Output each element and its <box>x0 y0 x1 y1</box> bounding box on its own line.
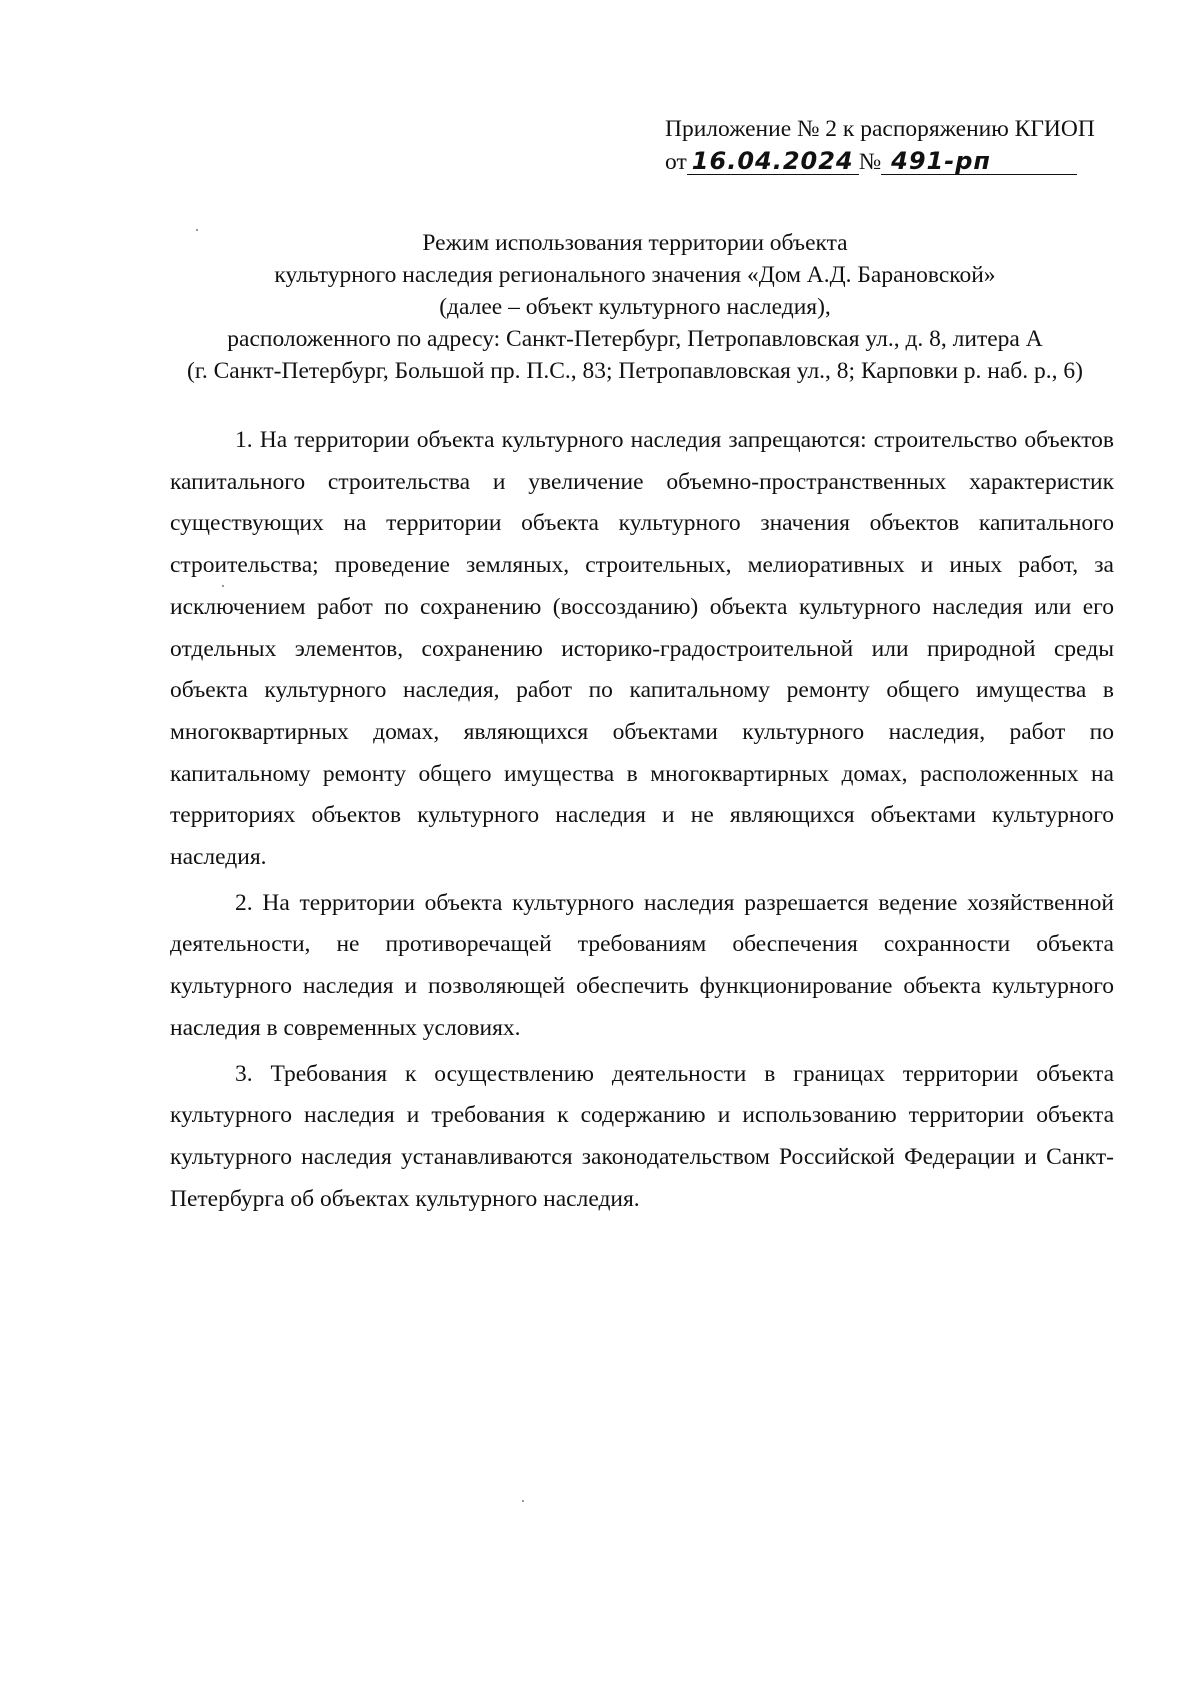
title-line-1: Режим использования территории объекта <box>422 230 848 256</box>
document-body <box>170 420 1114 1224</box>
from-label: от <box>665 149 687 175</box>
appendix-header <box>665 113 1125 179</box>
paragraph-1: 1. На территории объекта культурного наследия запрещаются: строительство объектов капитального строительства и увеличение объемно-пространственных характеристик существующих на территории объекта культурного значения объектов капитального строительства; проведение земляных, строительных, мелиоративных и иных работ, за исключением работ по сохранению (воссозданию) объекта культурного наследия или его отдельных элементов, сохранению историко-градостроительной или природной среды объекта культурного наследия, работ по капитальному ремонту общего имущества в многоквартирных домах, являющихся объектами культурного наследия, работ по капитальному ремонту общего имущества в многоквартирных домах, расположенных на территориях объектов культурного наследия и не являющихся объектами культурного наследия. <box>170 427 1114 871</box>
scan-speck <box>522 1500 524 1502</box>
date-value: 16.04.2024 <box>691 147 854 175</box>
paragraph-2: 2. На территории объекта культурного наследия разрешается ведение хозяйственной деятельности, не противоречащей требованиям обеспечения сохранности объекта культурного наследия и позволяющей обеспечить функционирование объекта культурного наследия в современных условиях. <box>170 889 1114 1041</box>
title-line-5: (г. Санкт-Петербург, Большой пр. П.С., 83; Петропавловская ул., 8; Карповки р. наб. р., 6) <box>187 358 1083 384</box>
appendix-date-number-line <box>665 146 1125 179</box>
title-line-3: (далее – объект культурного наследия), <box>439 294 831 320</box>
handwritten-date <box>687 149 859 175</box>
document-title <box>150 227 1120 387</box>
title-line-2: культурного наследия регионального значения «Дом А.Д. Барановской» <box>274 262 996 288</box>
title-line-4: расположенного по адресу: Санкт-Петербург, Петропавловская ул., д. 8, литера А <box>227 326 1043 352</box>
number-value: 491-рп <box>891 147 991 175</box>
paragraph-3: 3. Требования к осуществлению деятельности в границах территории объекта культурного наследия и требования к содержанию и использованию территории объекта культурного наследия устанавливаются законодательством Российской Федерации и Санкт-Петербурга об объектах культурного наследия. <box>170 1060 1114 1212</box>
scan-speck <box>222 585 224 587</box>
appendix-title: Приложение № 2 к распоряжению КГИОП <box>665 116 1095 142</box>
scan-speck <box>196 229 198 231</box>
number-label: № <box>858 149 882 175</box>
handwritten-number <box>881 149 1077 175</box>
